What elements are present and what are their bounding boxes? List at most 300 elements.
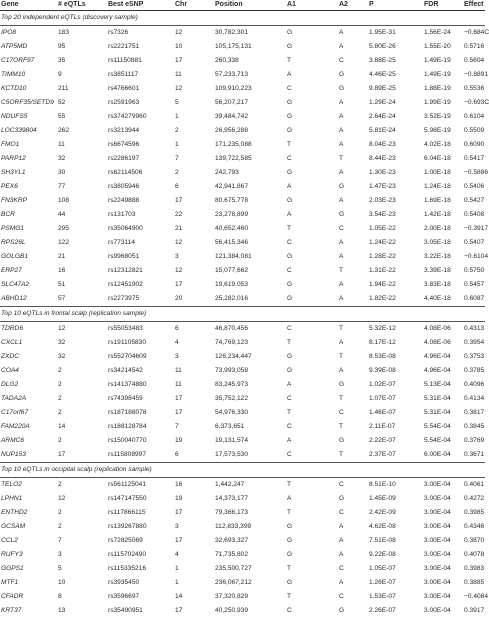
table-row bbox=[0, 180, 485, 194]
cell-eqtl-count: 30 bbox=[57, 166, 107, 180]
cell-best-esnp: rs131703 bbox=[107, 208, 174, 222]
cell-gene: FN3KRP bbox=[0, 194, 57, 208]
cell-p-value: 8.04E-23 bbox=[368, 138, 423, 152]
cell-a2: A bbox=[338, 194, 368, 208]
cell-position: 236,067,212 bbox=[214, 576, 286, 590]
table-row bbox=[0, 562, 485, 576]
cell-best-esnp: rs141374880 bbox=[107, 378, 174, 392]
cell-effect: 0.5536 bbox=[463, 82, 485, 96]
cell-a2: A bbox=[338, 534, 368, 548]
cell-fdr: 1.99E-19 bbox=[423, 96, 463, 110]
cell-position: 121,384,081 bbox=[214, 250, 286, 264]
cell-effect: 0.3817 bbox=[463, 406, 485, 420]
cell-chr: 17 bbox=[174, 278, 214, 292]
table-row bbox=[0, 82, 485, 96]
cell-chr: 11 bbox=[174, 364, 214, 378]
cell-best-esnp: rs2273975 bbox=[107, 292, 174, 307]
cell-chr: 1 bbox=[174, 576, 214, 590]
cell-position: 14,373,177 bbox=[214, 492, 286, 506]
cell-eqtl-count: 2 bbox=[57, 378, 107, 392]
cell-eqtl-count: 16 bbox=[57, 264, 107, 278]
cell-gene: ATP5MD bbox=[0, 40, 57, 54]
cell-position: 40,652,460 bbox=[214, 222, 286, 236]
cell-p-value: 1.24E-22 bbox=[368, 236, 423, 250]
cell-a1: T bbox=[286, 506, 338, 520]
column-header-gene: Gene bbox=[0, 0, 57, 11]
cell-chr: 3 bbox=[174, 250, 214, 264]
cell-a1: C bbox=[286, 264, 338, 278]
cell-eqtl-count: 2 bbox=[57, 434, 107, 448]
cell-best-esnp: rs62114506 bbox=[107, 166, 174, 180]
cell-best-esnp: rs187188078 bbox=[107, 406, 174, 420]
cell-a1: T bbox=[286, 478, 338, 493]
cell-a1: G bbox=[286, 250, 338, 264]
cell-best-esnp: rs3596697 bbox=[107, 590, 174, 604]
cell-fdr: 5.54E-04 bbox=[423, 420, 463, 434]
cell-fdr: 5.31E-04 bbox=[423, 406, 463, 420]
cell-eqtl-count: 10 bbox=[57, 576, 107, 590]
cell-position: 37,320,829 bbox=[214, 590, 286, 604]
cell-chr: 7 bbox=[174, 152, 214, 166]
cell-best-esnp: rs2591963 bbox=[107, 96, 174, 110]
cell-fdr: 1.55E-20 bbox=[423, 40, 463, 54]
table-row bbox=[0, 520, 485, 534]
cell-chr: 21 bbox=[174, 222, 214, 236]
cell-effect: 0.3985 bbox=[463, 506, 485, 520]
cell-chr: 19 bbox=[174, 492, 214, 506]
cell-effect: 0.4272 bbox=[463, 492, 485, 506]
cell-eqtl-count: 55 bbox=[57, 110, 107, 124]
cell-effect: 0.3671 bbox=[463, 448, 485, 463]
cell-fdr: 3.00E-04 bbox=[423, 478, 463, 493]
cell-p-value: 4.46E-25 bbox=[368, 68, 423, 82]
column-header-best-esnp: Best eSNP bbox=[107, 0, 174, 11]
cell-chr: 6 bbox=[174, 180, 214, 194]
cell-eqtl-count: 95 bbox=[57, 40, 107, 54]
cell-a1: C bbox=[286, 604, 338, 618]
table-row bbox=[0, 392, 485, 406]
cell-a2: A bbox=[338, 166, 368, 180]
cell-eqtl-count: 14 bbox=[57, 420, 107, 434]
cell-best-esnp: rs117866115 bbox=[107, 506, 174, 520]
cell-effect: 0.4096 bbox=[463, 378, 485, 392]
cell-effect: 0.5604 bbox=[463, 54, 485, 68]
cell-position: 126,234,447 bbox=[214, 350, 286, 364]
cell-chr: 11 bbox=[174, 378, 214, 392]
cell-fdr: 1.56E-24 bbox=[423, 26, 463, 41]
cell-chr: 16 bbox=[174, 478, 214, 493]
cell-a2: A bbox=[338, 40, 368, 54]
cell-effect: 0.3870 bbox=[463, 534, 485, 548]
cell-chr: 2 bbox=[174, 124, 214, 138]
cell-a2: C bbox=[338, 54, 368, 68]
cell-best-esnp: rs3805946 bbox=[107, 180, 174, 194]
cell-gene: FAM220A bbox=[0, 420, 57, 434]
cell-effect: 0.3845 bbox=[463, 420, 485, 434]
cell-chr: 19 bbox=[174, 434, 214, 448]
cell-fdr: 5.54E-04 bbox=[423, 434, 463, 448]
cell-eqtl-count: 57 bbox=[57, 292, 107, 307]
cell-position: 80,675,778 bbox=[214, 194, 286, 208]
cell-fdr: 3.00E-04 bbox=[423, 562, 463, 576]
cell-best-esnp: rs3851117 bbox=[107, 68, 174, 82]
cell-chr: 7 bbox=[174, 420, 214, 434]
cell-fdr: 1.49E-19 bbox=[423, 68, 463, 82]
cell-p-value: 8.17E-12 bbox=[368, 336, 423, 350]
cell-chr: 12 bbox=[174, 82, 214, 96]
cell-a2: A bbox=[338, 124, 368, 138]
cell-eqtl-count: 11 bbox=[57, 138, 107, 152]
cell-eqtl-count: 5 bbox=[57, 562, 107, 576]
cell-gene: ZXDC bbox=[0, 350, 57, 364]
cell-gene: ENTHD2 bbox=[0, 506, 57, 520]
cell-a2: G bbox=[338, 434, 368, 448]
cell-chr: 17 bbox=[174, 604, 214, 618]
cell-fdr: 3.83E-18 bbox=[423, 278, 463, 292]
cell-gene: TADA2A bbox=[0, 392, 57, 406]
cell-a1: G bbox=[286, 520, 338, 534]
cell-chr: 2 bbox=[174, 166, 214, 180]
cell-a1: G bbox=[286, 576, 338, 590]
cell-a2: A bbox=[338, 548, 368, 562]
cell-a1: C bbox=[286, 152, 338, 166]
cell-fdr: 4.08E-06 bbox=[423, 336, 463, 350]
cell-gene: PSMG1 bbox=[0, 222, 57, 236]
cell-best-esnp: rs139267880 bbox=[107, 520, 174, 534]
cell-p-value: 1.94E-22 bbox=[368, 278, 423, 292]
cell-eqtl-count: 32 bbox=[57, 350, 107, 364]
cell-gene: MTF1 bbox=[0, 576, 57, 590]
cell-best-esnp: rs7326 bbox=[107, 26, 174, 41]
table-row bbox=[0, 124, 485, 138]
cell-fdr: 4.96E-04 bbox=[423, 350, 463, 364]
cell-chr: 17 bbox=[174, 194, 214, 208]
cell-effect: 0.5750 bbox=[463, 264, 485, 278]
cell-p-value: 1.47E-23 bbox=[368, 180, 423, 194]
cell-gene: SLC47A2 bbox=[0, 278, 57, 292]
section-header-row bbox=[0, 307, 485, 322]
cell-best-esnp: rs35064900 bbox=[107, 222, 174, 236]
cell-a1: G bbox=[286, 278, 338, 292]
cell-chr: 6 bbox=[174, 448, 214, 463]
cell-effect: 0.6090 bbox=[463, 138, 485, 152]
cell-a1: C bbox=[286, 448, 338, 463]
cell-eqtl-count: 2 bbox=[57, 406, 107, 420]
cell-best-esnp: rs4766601 bbox=[107, 82, 174, 96]
cell-a1: G bbox=[286, 364, 338, 378]
cell-a1: T bbox=[286, 138, 338, 152]
cell-chr: 4 bbox=[174, 336, 214, 350]
cell-eqtl-count: 295 bbox=[57, 222, 107, 236]
cell-p-value: 1.82E-22 bbox=[368, 292, 423, 307]
cell-chr: 14 bbox=[174, 590, 214, 604]
cell-a2: C bbox=[338, 590, 368, 604]
cell-eqtl-count: 3 bbox=[57, 548, 107, 562]
column-header-a2: A2 bbox=[338, 0, 368, 11]
column-header-chr: Chr bbox=[174, 0, 214, 11]
cell-p-value: 1.26E-07 bbox=[368, 576, 423, 590]
cell-best-esnp: rs115335216 bbox=[107, 562, 174, 576]
cell-p-value: 1.95E-31 bbox=[368, 26, 423, 41]
table-row bbox=[0, 364, 485, 378]
cell-best-esnp: rs150040770 bbox=[107, 434, 174, 448]
cell-a2: G bbox=[338, 82, 368, 96]
cell-fdr: 4.02E-18 bbox=[423, 138, 463, 152]
cell-fdr: 3.00E-04 bbox=[423, 590, 463, 604]
cell-chr: 17 bbox=[174, 506, 214, 520]
cell-gene: CFADR bbox=[0, 590, 57, 604]
cell-p-value: 8.51E-10 bbox=[368, 478, 423, 493]
cell-a2: C bbox=[338, 222, 368, 236]
table-row bbox=[0, 322, 485, 337]
cell-eqtl-count: 7 bbox=[57, 534, 107, 548]
cell-eqtl-count: 35 bbox=[57, 54, 107, 68]
table-row bbox=[0, 604, 485, 618]
cell-eqtl-count: 52 bbox=[57, 96, 107, 110]
cell-a1: T bbox=[286, 406, 338, 420]
cell-fdr: 3.00E-04 bbox=[423, 576, 463, 590]
cell-a1: G bbox=[286, 110, 338, 124]
cell-best-esnp: rs3213944 bbox=[107, 124, 174, 138]
cell-position: 109,910,223 bbox=[214, 82, 286, 96]
cell-best-esnp: rs74398459 bbox=[107, 392, 174, 406]
table-row bbox=[0, 152, 485, 166]
table-row bbox=[0, 448, 485, 463]
cell-position: 19,619,053 bbox=[214, 278, 286, 292]
cell-chr: 4 bbox=[174, 548, 214, 562]
cell-chr: 12 bbox=[174, 26, 214, 41]
cell-chr: 1 bbox=[174, 110, 214, 124]
cell-effect: 0.5457 bbox=[463, 278, 485, 292]
cell-position: 17,573,530 bbox=[214, 448, 286, 463]
cell-chr: 1 bbox=[174, 138, 214, 152]
cell-effect: 0.4061 bbox=[463, 478, 485, 493]
cell-position: 56,207,217 bbox=[214, 96, 286, 110]
cell-effect: 0.3983 bbox=[463, 562, 485, 576]
cell-effect: 0.6087 bbox=[463, 292, 485, 307]
cell-a1: A bbox=[286, 492, 338, 506]
cell-effect: −0.6104 bbox=[463, 250, 485, 264]
cell-effect: −0.3917 bbox=[463, 222, 485, 236]
cell-best-esnp: rs11150881 bbox=[107, 54, 174, 68]
cell-a1: A bbox=[286, 434, 338, 448]
cell-chr: 20 bbox=[174, 292, 214, 307]
cell-position: 40,250,939 bbox=[214, 604, 286, 618]
table-row bbox=[0, 68, 485, 82]
cell-a2: G bbox=[338, 208, 368, 222]
cell-a2: C bbox=[338, 478, 368, 493]
cell-a2: A bbox=[338, 292, 368, 307]
cell-fdr: 5.98E-19 bbox=[423, 124, 463, 138]
cell-a2: T bbox=[338, 152, 368, 166]
cell-eqtl-count: 2 bbox=[57, 506, 107, 520]
cell-effect: 0.3769 bbox=[463, 434, 485, 448]
cell-a2: G bbox=[338, 492, 368, 506]
cell-gene: ARMC6 bbox=[0, 434, 57, 448]
cell-p-value: 1.30E-23 bbox=[368, 166, 423, 180]
cell-best-esnp: rs6674596 bbox=[107, 138, 174, 152]
table-row bbox=[0, 138, 485, 152]
cell-eqtl-count: 32 bbox=[57, 336, 107, 350]
cell-a2: A bbox=[338, 520, 368, 534]
table-row bbox=[0, 278, 485, 292]
table-row bbox=[0, 548, 485, 562]
cell-gene: CCL2 bbox=[0, 534, 57, 548]
table-body bbox=[0, 11, 485, 618]
cell-p-value: 9.89E-25 bbox=[368, 82, 423, 96]
cell-fdr: 5.13E-04 bbox=[423, 378, 463, 392]
cell-a2: T bbox=[338, 350, 368, 364]
cell-fdr: 3.00E-04 bbox=[423, 548, 463, 562]
cell-a2: T bbox=[338, 420, 368, 434]
table-row bbox=[0, 222, 485, 236]
cell-effect: 0.5417 bbox=[463, 152, 485, 166]
cell-p-value: 1.05E-22 bbox=[368, 222, 423, 236]
cell-p-value: 2.64E-24 bbox=[368, 110, 423, 124]
section-header-row bbox=[0, 463, 485, 478]
cell-position: 235,500,727 bbox=[214, 562, 286, 576]
cell-position: 171,235,088 bbox=[214, 138, 286, 152]
cell-best-esnp: rs115702490 bbox=[107, 548, 174, 562]
cell-a1: C bbox=[286, 82, 338, 96]
cell-gene: ERP27 bbox=[0, 264, 57, 278]
cell-best-esnp: rs147147550 bbox=[107, 492, 174, 506]
cell-a1: T bbox=[286, 54, 338, 68]
cell-effect: 0.5427 bbox=[463, 194, 485, 208]
cell-a2: A bbox=[338, 138, 368, 152]
cell-chr: 6 bbox=[174, 322, 214, 337]
column-header-eqtl-count: # eQTLs bbox=[57, 0, 107, 11]
column-header-a1: A1 bbox=[286, 0, 338, 11]
cell-effect: 0.3885 bbox=[463, 576, 485, 590]
cell-effect: 0.6104 bbox=[463, 110, 485, 124]
cell-position: 32,693,327 bbox=[214, 534, 286, 548]
cell-a1: C bbox=[286, 420, 338, 434]
cell-fdr: 4.40E-18 bbox=[423, 292, 463, 307]
cell-position: 46,870,456 bbox=[214, 322, 286, 337]
cell-p-value: 2.42E-09 bbox=[368, 506, 423, 520]
cell-gene: GGPS1 bbox=[0, 562, 57, 576]
table-header bbox=[0, 0, 485, 11]
cell-best-esnp: rs2221751 bbox=[107, 40, 174, 54]
table-row bbox=[0, 336, 485, 350]
cell-effect: 0.4313 bbox=[463, 322, 485, 337]
cell-p-value: 1.07E-07 bbox=[368, 392, 423, 406]
cell-fdr: 4.96E-04 bbox=[423, 364, 463, 378]
cell-a1: G bbox=[286, 26, 338, 41]
cell-a1: G bbox=[286, 534, 338, 548]
cell-p-value: 2.03E-23 bbox=[368, 194, 423, 208]
table-row bbox=[0, 110, 485, 124]
cell-a1: A bbox=[286, 180, 338, 194]
cell-gene: NDUFS5 bbox=[0, 110, 57, 124]
cell-eqtl-count: 32 bbox=[57, 152, 107, 166]
cell-fdr: 1.24E-18 bbox=[423, 180, 463, 194]
cell-p-value: 1.05E-07 bbox=[368, 562, 423, 576]
table-row bbox=[0, 506, 485, 520]
cell-a2: T bbox=[338, 448, 368, 463]
cell-p-value: 1.53E-07 bbox=[368, 590, 423, 604]
cell-chr: 5 bbox=[174, 96, 214, 110]
cell-p-value: 1.46E-07 bbox=[368, 406, 423, 420]
cell-a2: T bbox=[338, 264, 368, 278]
cell-fdr: 3.00E-04 bbox=[423, 534, 463, 548]
cell-p-value: 9.22E-08 bbox=[368, 548, 423, 562]
cell-fdr: 1.88E-19 bbox=[423, 82, 463, 96]
cell-a2: C bbox=[338, 562, 368, 576]
cell-chr: 12 bbox=[174, 264, 214, 278]
cell-position: 56,415,346 bbox=[214, 236, 286, 250]
table-row bbox=[0, 350, 485, 364]
cell-gene: KRT37 bbox=[0, 604, 57, 618]
cell-a1: A bbox=[286, 68, 338, 82]
cell-chr: 1 bbox=[174, 562, 214, 576]
cell-a2: G bbox=[338, 180, 368, 194]
cell-gene: C5ORF35/SETD9 bbox=[0, 96, 57, 110]
cell-fdr: 3.00E-04 bbox=[423, 520, 463, 534]
cell-a1: C bbox=[286, 236, 338, 250]
cell-gene: TELO2 bbox=[0, 478, 57, 493]
cell-effect: −0.693C bbox=[463, 96, 485, 110]
cell-eqtl-count: 2 bbox=[57, 392, 107, 406]
column-header-effect: Effect bbox=[463, 0, 485, 11]
cell-position: 23,278,899 bbox=[214, 208, 286, 222]
cell-a1: A bbox=[286, 378, 338, 392]
table-row bbox=[0, 250, 485, 264]
cell-position: 112,833,399 bbox=[214, 520, 286, 534]
cell-effect: 0.5407 bbox=[463, 236, 485, 250]
cell-effect: 0.4134 bbox=[463, 392, 485, 406]
cell-fdr: 6.04E-18 bbox=[423, 152, 463, 166]
cell-position: 242,793 bbox=[214, 166, 286, 180]
cell-p-value: 5.80E-26 bbox=[368, 40, 423, 54]
cell-a2: A bbox=[338, 26, 368, 41]
cell-p-value: 1.45E-09 bbox=[368, 492, 423, 506]
cell-a2: A bbox=[338, 236, 368, 250]
cell-gene: KCTD10 bbox=[0, 82, 57, 96]
cell-position: 83,245,973 bbox=[214, 378, 286, 392]
table-row bbox=[0, 208, 485, 222]
table-row bbox=[0, 26, 485, 41]
cell-position: 15,077,662 bbox=[214, 264, 286, 278]
cell-eqtl-count: 2 bbox=[57, 520, 107, 534]
cell-effect: −0.4084 bbox=[463, 590, 485, 604]
cell-eqtl-count: 211 bbox=[57, 82, 107, 96]
cell-fdr: 3.05E-18 bbox=[423, 236, 463, 250]
cell-gene: RPS26L bbox=[0, 236, 57, 250]
cell-effect: 0.3917 bbox=[463, 604, 485, 618]
table-row bbox=[0, 492, 485, 506]
section-title: Top 10 eQTLs in occipital scalp (replication sample) bbox=[0, 463, 485, 478]
cell-eqtl-count: 108 bbox=[57, 194, 107, 208]
cell-fdr: 1.69E-18 bbox=[423, 194, 463, 208]
table-row bbox=[0, 96, 485, 110]
cell-best-esnp: rs3935450 bbox=[107, 576, 174, 590]
cell-eqtl-count: 17 bbox=[57, 448, 107, 463]
cell-gene: BCR bbox=[0, 208, 57, 222]
cell-eqtl-count: 12 bbox=[57, 322, 107, 337]
cell-a1: T bbox=[286, 336, 338, 350]
section-title: Top 10 eQTLs in frontal scalp (replication sample) bbox=[0, 307, 485, 322]
cell-p-value: 1.02E-07 bbox=[368, 378, 423, 392]
cell-position: 1,442,247 bbox=[214, 478, 286, 493]
table-row bbox=[0, 590, 485, 604]
cell-eqtl-count: 183 bbox=[57, 26, 107, 41]
cell-gene: PARP12 bbox=[0, 152, 57, 166]
table-row bbox=[0, 292, 485, 307]
cell-fdr: 1.00E-18 bbox=[423, 166, 463, 180]
cell-p-value: 1.28E-22 bbox=[368, 250, 423, 264]
